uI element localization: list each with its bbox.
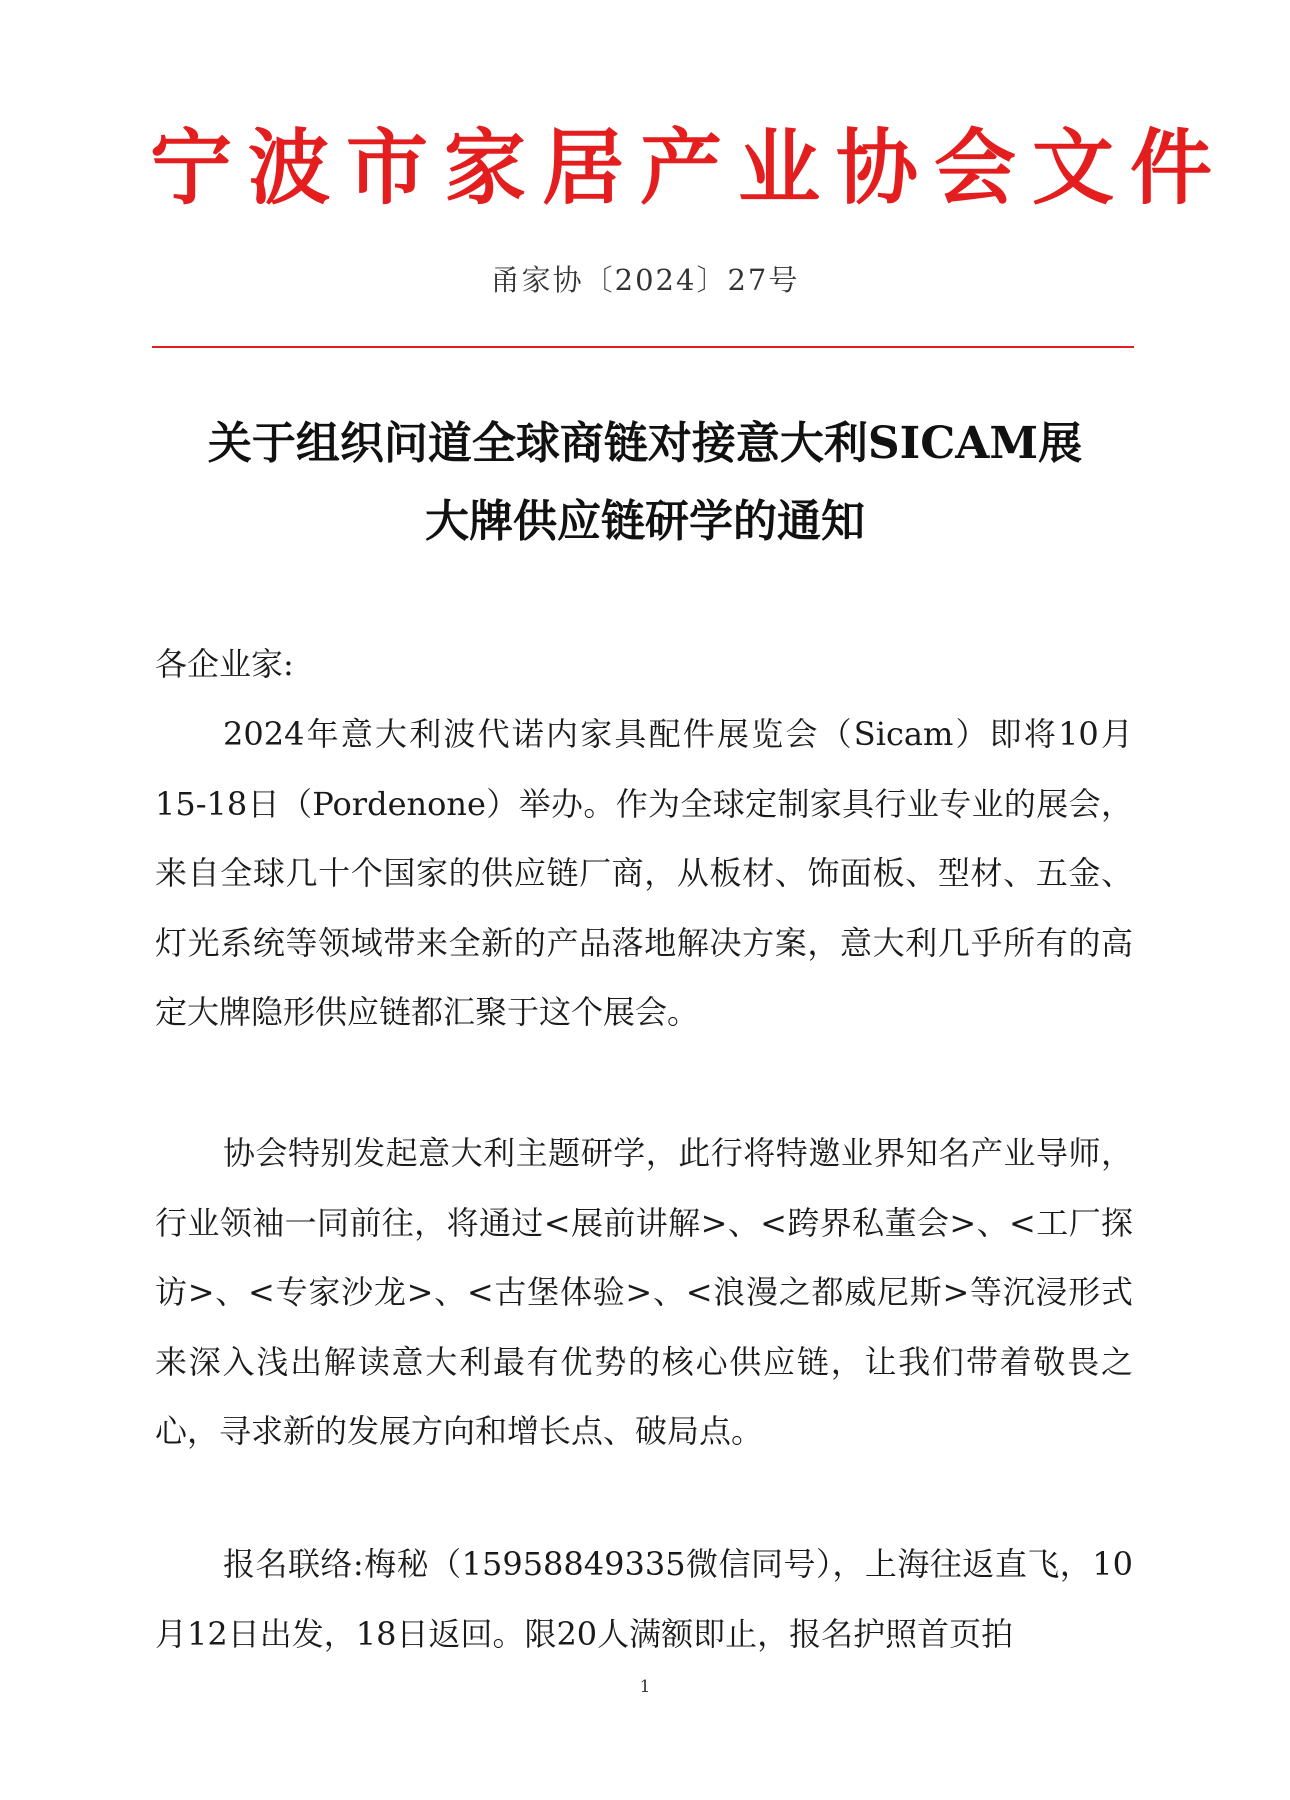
- notice-title-line1: 关于组织问道全球商链对接意大利SICAM展: [207, 418, 1083, 469]
- document-number: 甬家协〔2024〕27号: [490, 263, 800, 297]
- red-divider: [152, 346, 1134, 348]
- salutation: 各企业家:: [155, 645, 294, 683]
- notice-title-line2: 大牌供应链研学的通知: [425, 496, 865, 547]
- paragraph-registration: 报名联络:梅秘（15958849335微信同号），上海往返直飞，10月12日出发，18日返回。限20人满额即止，报名护照首页拍: [155, 1545, 1133, 1653]
- notice-title: [120, 405, 1170, 561]
- organization-title: 宁波市家居产业协会文件: [150, 121, 1229, 216]
- paragraph-study-tour: 协会特别发起意大利主题研学，此行将特邀业界知名产业导师，行业领袖一同前往，将通过<展前讲解>、<跨界私董会>、<工厂探访>、<专家沙龙>、<古堡体验>、<浪漫之都威尼斯>等沉浸形式来深入浅出解读意大利最有优势的核心供应链，让我们带着敬畏之心，寻求新的发展方向和增长点、破局点。: [155, 1134, 1133, 1450]
- page-number: 1: [639, 1677, 651, 1697]
- paragraph-sicam-intro: 2024年意大利波代诺内家具配件展览会（Sicam）即将10月15-18日（Pordenone）举办。作为全球定制家具行业专业的展会，来自全球几十个国家的供应链厂商，从板材、饰面板、型材、五金、灯光系统等领域带来全新的产品落地解决方案，意大利几乎所有的高定大牌隐形供应链都汇聚于这个展会。: [155, 715, 1133, 1031]
